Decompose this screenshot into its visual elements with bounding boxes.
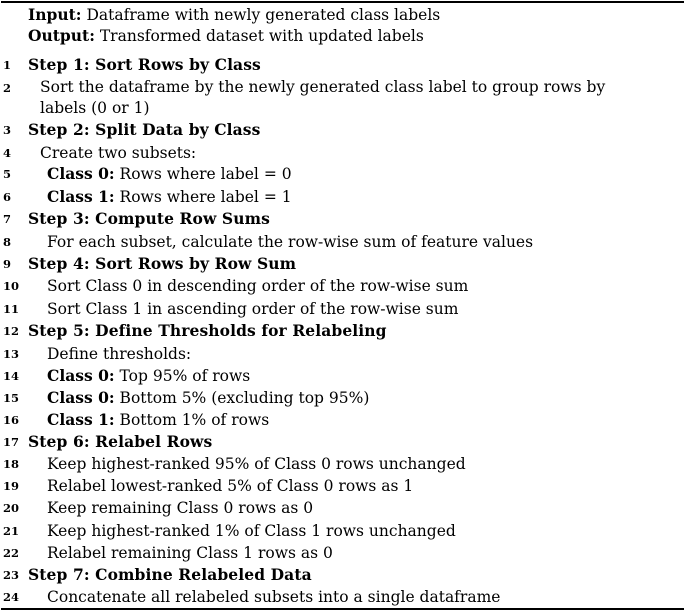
- step-heading: [0, 119, 685, 141]
- line-number: 4: [3, 146, 12, 160]
- algorithm-line: [0, 163, 685, 185]
- algorithm-line: [0, 453, 685, 475]
- line-number: 19: [3, 479, 20, 493]
- line-content: [47, 586, 500, 608]
- line-number: 7: [3, 212, 12, 226]
- class-label: Class 1:: [47, 410, 115, 429]
- line-content: [40, 142, 196, 164]
- class-label: Class 0:: [47, 164, 115, 183]
- line-text: Step 5: Define Thresholds for Relabeling: [28, 321, 387, 340]
- algorithm-line: [0, 409, 685, 431]
- line-text: Rows where label = 1: [114, 188, 292, 206]
- line-number: 11: [3, 302, 20, 316]
- algorithm-line: [0, 520, 685, 542]
- line-content: [47, 542, 333, 564]
- bottom-rule: [1, 608, 684, 610]
- line-number: 3: [3, 123, 12, 137]
- line-content: [47, 275, 468, 297]
- line-content: [47, 163, 292, 185]
- line-content: [47, 343, 191, 365]
- step-heading: [0, 320, 685, 342]
- line-content: [47, 409, 269, 431]
- line-content: [28, 119, 260, 141]
- line-number: 9: [3, 257, 12, 271]
- line-number: 22: [3, 546, 20, 560]
- line-text: Bottom 1% of rows: [114, 411, 270, 429]
- line-content: [47, 186, 292, 208]
- line-text: Bottom 5% (excluding top 95%): [114, 389, 370, 407]
- algorithm-line: [0, 298, 685, 320]
- line-text: Relabel remaining Class 1 rows as 0: [47, 544, 333, 562]
- algorithm-line: [0, 387, 685, 409]
- line-text: Define thresholds:: [47, 345, 192, 363]
- algorithm-line: [0, 542, 685, 564]
- line-text: Keep remaining Class 0 rows as 0: [47, 499, 314, 517]
- line-number: 12: [3, 324, 20, 338]
- line-number: 23: [3, 568, 20, 582]
- algorithm-line: [0, 586, 685, 608]
- line-number: 10: [3, 279, 20, 293]
- algorithm-line: [0, 365, 685, 387]
- algorithm-line: [0, 475, 685, 497]
- line-text: Step 6: Relabel Rows: [28, 432, 213, 451]
- class-label: Class 1:: [47, 187, 115, 206]
- step-heading: [0, 253, 685, 275]
- algorithm-line: [0, 231, 685, 253]
- line-content: [47, 497, 313, 519]
- line-number: 16: [3, 413, 20, 427]
- class-label: Class 0:: [47, 366, 115, 385]
- line-content: [47, 453, 466, 475]
- line-content: [47, 365, 250, 387]
- line-content: [47, 298, 458, 320]
- line-content: [28, 320, 387, 342]
- line-number: 6: [3, 190, 12, 204]
- algorithm-line: [0, 343, 685, 365]
- line-text: Step 2: Split Data by Class: [28, 120, 261, 139]
- line-number: 15: [3, 391, 20, 405]
- line-text: Step 3: Compute Row Sums: [28, 209, 270, 228]
- step-heading: [0, 208, 685, 230]
- algorithm-line: [0, 275, 685, 297]
- algorithm-line: [0, 142, 685, 164]
- line-content: [28, 564, 312, 586]
- line-text: Step 1: Sort Rows by Class: [28, 55, 261, 74]
- step-heading: [0, 54, 685, 76]
- line-content: [47, 387, 369, 409]
- line-content: [28, 253, 296, 275]
- line-number: 21: [3, 524, 20, 538]
- input-label: Input:: [28, 5, 82, 24]
- algorithm-line: [0, 77, 685, 121]
- input-text: Dataframe with newly generated class labels: [81, 6, 441, 24]
- line-text: Rows where label = 0: [114, 165, 292, 183]
- line-text: Relabel lowest-ranked 5% of Class 0 rows as 1: [47, 477, 414, 495]
- algorithm-line: [0, 186, 685, 208]
- line-content: [47, 231, 533, 253]
- line-number: 1: [3, 58, 12, 72]
- line-number: 18: [3, 457, 20, 471]
- line-text: Keep highest-ranked 95% of Class 0 rows unchanged: [47, 455, 466, 473]
- line-text: Sort the dataframe by the newly generated class label to group rows by labels (0 or 1): [40, 78, 606, 117]
- step-heading: [0, 564, 685, 586]
- line-number: 17: [3, 435, 20, 449]
- line-number: 20: [3, 501, 20, 515]
- line-content: [47, 520, 456, 542]
- class-label: Class 0:: [47, 388, 115, 407]
- output-line: [28, 26, 424, 46]
- line-content: [28, 208, 270, 230]
- line-text: For each subset, calculate the row-wise sum of feature values: [47, 233, 534, 251]
- line-text: Create two subsets:: [40, 144, 197, 162]
- line-text: Sort Class 0 in descending order of the row-wise sum: [47, 277, 469, 295]
- line-number: 13: [3, 347, 20, 361]
- output-label: Output:: [28, 26, 95, 45]
- line-content: [28, 431, 212, 453]
- top-rule: [1, 1, 684, 3]
- line-number: 14: [3, 369, 20, 383]
- line-text: Step 4: Sort Rows by Row Sum: [28, 254, 297, 273]
- line-text: Keep highest-ranked 1% of Class 1 rows unchanged: [47, 522, 456, 540]
- output-text: Transformed dataset with updated labels: [94, 27, 424, 45]
- line-text: Concatenate all relabeled subsets into a single dataframe: [47, 588, 501, 606]
- line-number: 5: [3, 167, 12, 181]
- step-heading: [0, 431, 685, 453]
- line-content: [47, 475, 413, 497]
- algorithm-line: [0, 497, 685, 519]
- line-text: Step 7: Combine Relabeled Data: [28, 565, 312, 584]
- line-number: 24: [3, 590, 20, 604]
- input-line: [28, 5, 440, 25]
- line-content: [28, 54, 261, 76]
- line-number: 2: [3, 81, 12, 95]
- line-text: Top 95% of rows: [114, 367, 251, 385]
- line-text: Sort Class 1 in ascending order of the row-wise sum: [47, 300, 459, 318]
- line-number: 8: [3, 235, 12, 249]
